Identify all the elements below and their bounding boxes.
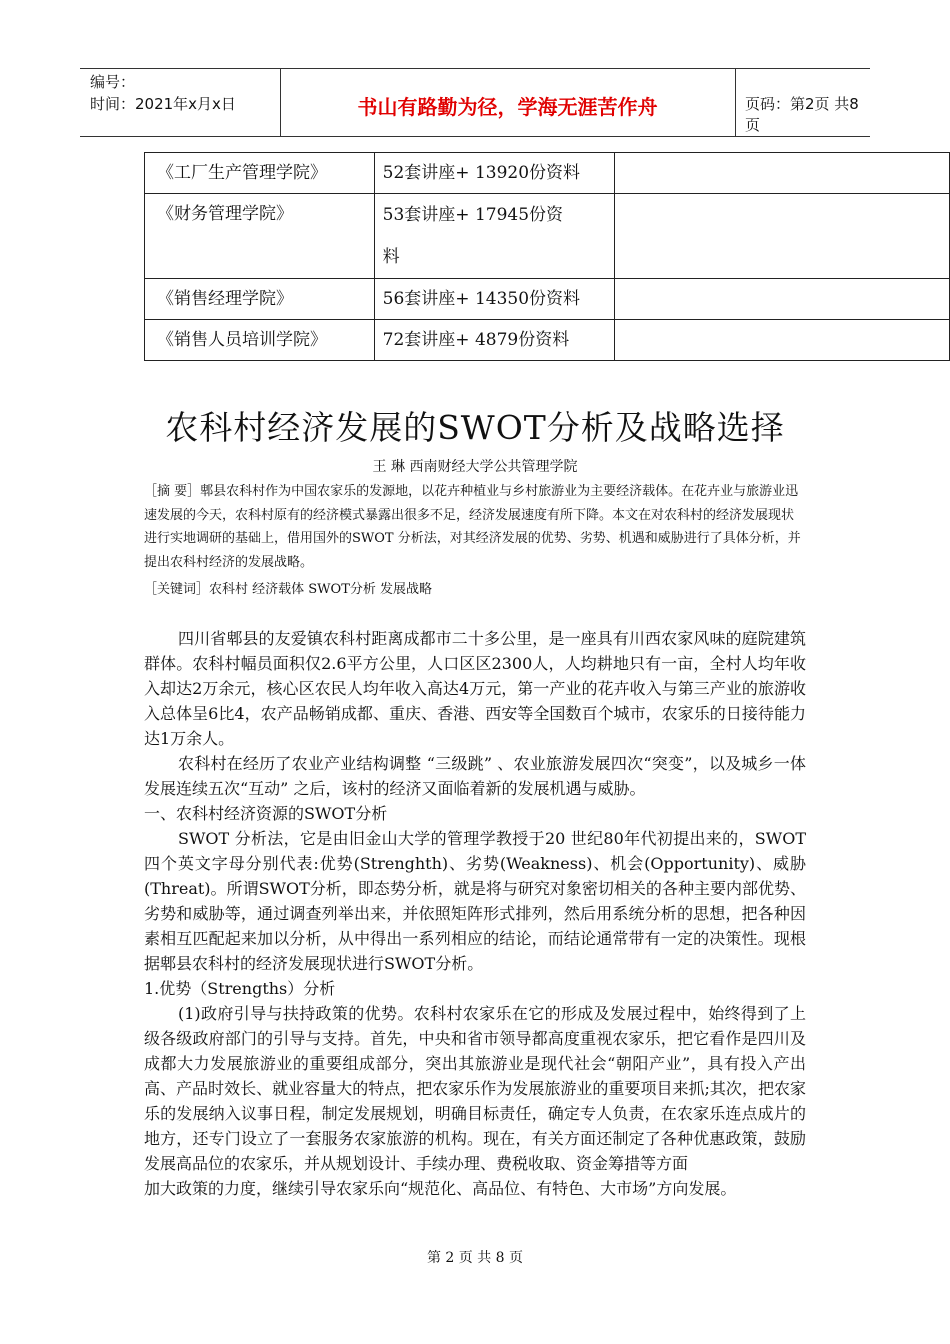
paragraph: (1)政府引导与扶持政策的优势。农科村农家乐在它的形成及发展过程中，始终得到了上级各级政府部门的引导与支持。首先，中央和省市领导都高度重视农家乐，把它看作是四川及成都大力发展旅游业的重要组成部分，突出其旅游业是现代社会“朝阳产业”，具有投入产出高、产品时效长、就业容量大的特点，把农家乐作为发展旅游业的重要项目来抓;其次，把农家乐的发展纳入议事日程，制定发展规划，明确目标责任，确定专人负责，在农家乐连点成片的地方，还专门设立了一套服务农家旅游的机构。现在，有关方面还制定了各种优惠政策，鼓励发展高品位的农家乐，并从规划设计、手续办理、费税收取、资金筹措等方面 (144, 1004, 806, 1173)
article-body (144, 626, 806, 1201)
paragraph: 四川省郫县的友爱镇农科村距离成都市二十多公里，是一座具有川西农家风味的庭院建筑群体。农科村幅员面积仅2.6平方公里，人口区区2300人，人均耕地只有一亩，全村人均年收入却达2万余元，核心区农民人均年收入高达4万元，第一产业的花卉收入与第三产业的旅游收入总体呈6比4，农产品畅销成都、重庆、香港、西安等全国数百个城市，农家乐的日接待能力达1万余人。 (144, 629, 806, 748)
paragraph: 农科村在经历了农业产业结构调整 “三级跳” 、农业旅游发展四次“突变”，以及城乡一体发展连续五次“互动” 之后，该村的经济又面临着新的发展机遇与威胁。 (144, 754, 806, 798)
catalog-info (374, 194, 615, 279)
catalog-info: 52套讲座+ 13920份资料 (374, 153, 615, 194)
subsection-heading: 1.优势（Strengths）分析 (144, 979, 336, 998)
table-row (145, 320, 950, 361)
page-footer: 第 2 页 共 8 页 (426, 1250, 524, 1266)
catalog-empty (615, 320, 950, 361)
section-heading: 一、农科村经济资源的SWOT分析 (144, 804, 388, 823)
catalog-empty (615, 153, 950, 194)
time-label: 时间：2021年x月x日 (90, 95, 236, 113)
catalog-info: 72套讲座+ 4879份资料 (374, 320, 615, 361)
catalog-name: 《工厂生产管理学院》 (145, 153, 375, 194)
header-meta (90, 71, 280, 115)
catalog-empty (615, 279, 950, 320)
catalog-info-line: 料 (382, 247, 400, 267)
catalog-info: 56套讲座+ 14350份资料 (374, 279, 615, 320)
code-label: 编号： (90, 73, 136, 91)
catalog-empty (615, 194, 950, 279)
article-author: 王 琳 西南财经大学公共管理学院 (372, 459, 578, 475)
table-row (145, 194, 950, 279)
catalog-table (144, 152, 950, 361)
table-row (145, 279, 950, 320)
catalog-name: 《销售人员培训学院》 (145, 320, 375, 361)
catalog-name: 《财务管理学院》 (145, 194, 375, 279)
page-header (80, 68, 870, 137)
paragraph: 加大政策的力度，继续引导农家乐向“规范化、高品位、有特色、大市场”方向发展。 (144, 1179, 737, 1198)
header-divider (735, 69, 736, 136)
paragraph: SWOT 分析法，它是由旧金山大学的管理学教授于20 世纪80年代初提出来的，SWOT四个英文字母分别代表:优势(Strenghth)、劣势(Weakness)、机会(Opportunity)、威胁(Threat)。所谓SWOT分析，即态势分析，就是将与研究对象密切相关的各种主要内部优势、劣势和威胁等，通过调查列举出来，并依照矩阵形式排列，然后用系统分析的思想，把各种因素相互匹配起来加以分析，从中得出一系列相应的结论，而结论通常带有一定的决策性。现根据郫县农科村的经济发展现状进行SWOT分析。 (144, 829, 806, 973)
article-keywords: ［关键词］农科村 经济载体 SWOT分析 发展战略 (144, 582, 432, 597)
article-title: 农科村经济发展的SWOT分析及战略选择 (165, 408, 785, 447)
header-motto: 书山有路勤为径，学海无涯苦作舟 (357, 95, 658, 119)
article-abstract: ［摘 要］郫县农科村作为中国农家乐的发源地，以花卉种植业与乡村旅游业为主要经济载体。在花卉业与旅游业迅速发展的今天，农科村原有的经济模式暴露出很多不足，经济发展速度有所下降。本文在对农科村的经济发展现状进行实地调研的基础上，借用国外的SWOT 分析法，对其经济发展的优势、劣势、机遇和威胁进行了具体分析，并提出农科村经济的发展战略。 (144, 484, 801, 570)
header-page-info: 页码：第2页 共8页 (745, 95, 859, 134)
catalog-name: 《销售经理学院》 (145, 279, 375, 320)
catalog-info-line: 53套讲座+ 17945份资 (382, 205, 564, 225)
table-row (145, 153, 950, 194)
